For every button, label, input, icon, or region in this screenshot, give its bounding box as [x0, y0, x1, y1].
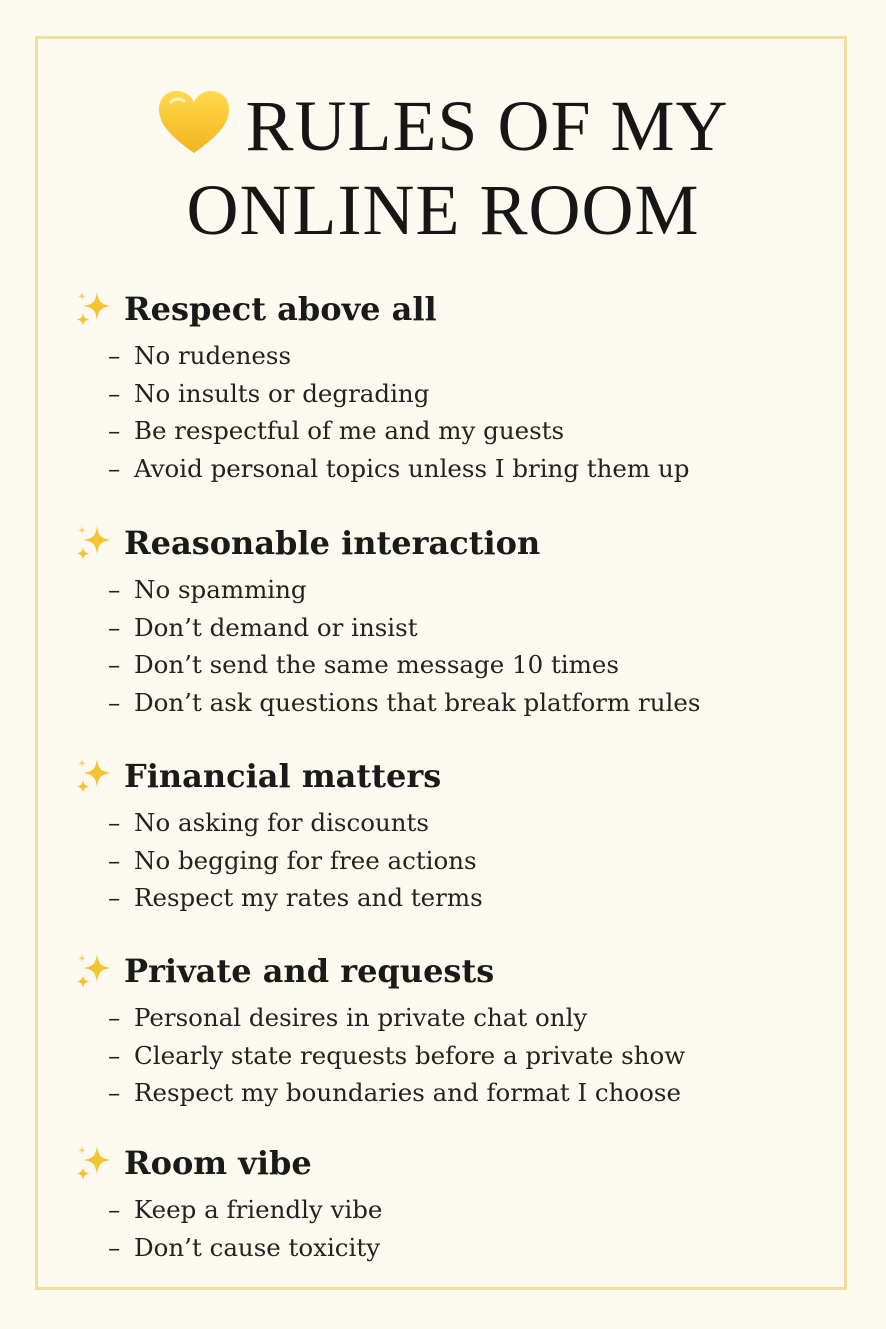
list-item: – Don’t cause toxicity [108, 1232, 381, 1262]
list-item: – Don’t ask questions that break platform rules [108, 687, 701, 717]
list-item: – Don’t send the same message 10 times [108, 650, 619, 679]
list-item: – No rudeness [108, 341, 292, 370]
section-heading [74, 754, 854, 798]
list-item: – No asking for discounts [108, 808, 429, 837]
section-heading-text: Room vibe [124, 1144, 312, 1182]
list-item: – Be respectful of me and my guests [108, 416, 565, 445]
sparkles-icon [74, 756, 114, 796]
yellow-heart-icon [157, 90, 231, 156]
list-item: – No insults or degrading [108, 378, 430, 408]
sparkles-icon [74, 289, 114, 329]
section-heading-text: Private and requests [124, 952, 495, 990]
list-item: – Respect my boundaries and format I choose [108, 1078, 682, 1107]
list-item: – Personal desires in private chat only [108, 1003, 588, 1032]
rule-list [108, 337, 854, 487]
section-room-vibe [74, 1141, 854, 1266]
section-private [74, 949, 854, 1112]
sparkles-icon [74, 523, 114, 563]
page-title-line-2: ONLINE ROOM [186, 170, 700, 250]
list-item: – Clearly state requests before a private show [108, 1040, 686, 1070]
rule-list [108, 571, 854, 721]
page-title-line-1: RULES OF MY [0, 86, 886, 166]
list-item: – Don’t demand or insist [108, 612, 418, 642]
sparkles-icon [74, 1143, 114, 1183]
section-heading-text: Reasonable interaction [124, 524, 541, 562]
rule-list [108, 1191, 854, 1266]
section-interaction [74, 521, 854, 721]
section-heading-text: Respect above all [124, 290, 437, 328]
list-item: – No begging for free actions [108, 845, 477, 875]
section-heading [74, 287, 854, 331]
section-heading [74, 1141, 854, 1185]
list-item: – Avoid personal topics unless I bring them up [108, 453, 690, 483]
sparkles-icon [74, 951, 114, 991]
section-heading-text: Financial matters [124, 757, 442, 795]
section-respect [74, 287, 854, 487]
list-item: – No spamming [108, 575, 307, 604]
rule-list [108, 999, 854, 1112]
rule-list [108, 804, 854, 917]
section-heading [74, 521, 854, 565]
section-heading [74, 949, 854, 993]
list-item: – Keep a friendly vibe [108, 1195, 383, 1224]
section-financial [74, 754, 854, 917]
list-item: – Respect my rates and terms [108, 883, 483, 912]
